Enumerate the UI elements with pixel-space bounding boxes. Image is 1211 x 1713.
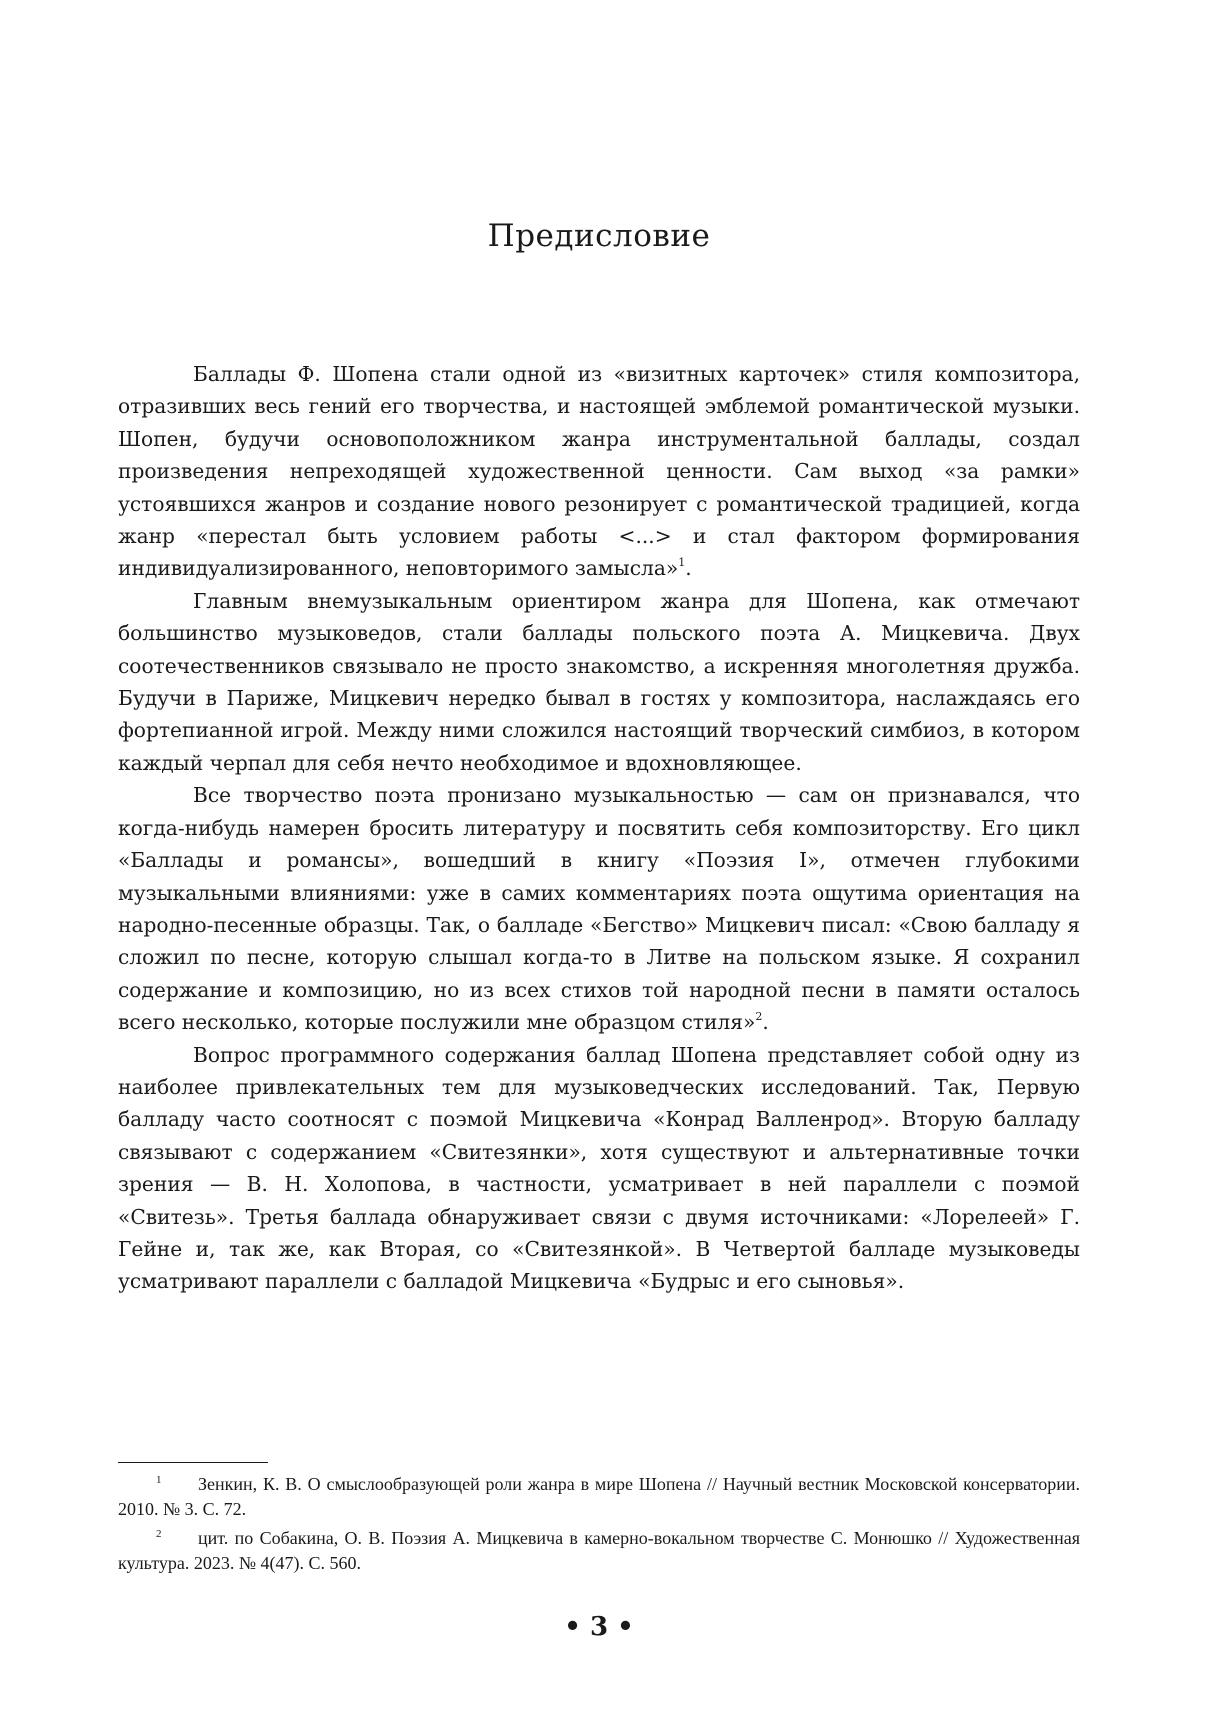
footnote-ref-2: 2 (755, 1010, 763, 1024)
document-page (118, 0, 1080, 1713)
footnote-text: цит. по Собакина, О. В. Поэзия А. Мицкевича в камерно-вокальном творчестве С. Монюшко // Художественная культура. 2023. № 4(47). С. 560. (118, 1528, 1080, 1573)
footnote-2: 2 цит. по Собакина, О. В. Поэзия А. Мицкевича в камерно-вокальном творчестве С. Монюшко // Художественная культура. 2023. № 4(47). С. 560. (118, 1528, 1080, 1573)
paragraph-tail: . (685, 556, 692, 581)
footnote-ref-1: 1 (678, 556, 686, 570)
footnote-divider (118, 1462, 268, 1463)
paragraph-2 (118, 585, 1080, 779)
paragraph-text: Баллады Ф. Шопена стали одной из «визитных карточек» стиля композитора, отразивших весь гений его творчества, и настоящей эмблемой романтической музыки. Шопен, будучи основоположником жанра инструментальной баллады, создал произведения непреходящей художественной ценности. Сам выход «за рамки» устоявшихся жанров и создание нового резонирует с романтической традицией, когда жанр «перестал быть условием работы <...> и стал фактором формирования индивидуализированного, неповторимого замысла» (118, 362, 1080, 581)
body-text (118, 358, 1080, 1298)
paragraph-text: Все творчество поэта пронизано музыкальностью — сам он признавался, что когда-нибудь намерен бросить литературу и посвятить себя композиторству. Его цикл «Баллады и романсы», вошедший в книгу «Поэзия I», отмечен глубокими музыкальными влияниями: уже в самих комментариях поэта ощутима ориентация на народно-песенные образцы. Так, о балладе «Бегство» Мицкевич писал: «Свою балладу я сложил по песне, которую слышал когда-то в Литве на польском языке. Я сохранил содержание и композицию, но из всех стихов той народной песни в памяти осталось всего несколько, которые послужили мне образцом стиля» (118, 783, 1080, 1035)
page-number: • 3 • (564, 1612, 634, 1642)
page-title: Предисловие (487, 218, 711, 254)
paragraph-1 (118, 358, 1080, 585)
footnotes (118, 1472, 1080, 1580)
paragraph-text: Вопрос программного содержания баллад Шопена представляет собой одну из наиболее привлекательных тем для музыковедческих исследований. Так, Первую балладу часто соотносят с поэмой Мицкевича «Конрад Валленрод». Вторую балладу связывают с содержанием «Свитезянки», хотя существуют и альтернативные точки зрения — В. Н. Холопова, в частности, усматривает в ней параллели с поэмой «Свитезь». Третья баллада обнаруживает связи с двумя источниками: «Лорелеей» Г. Гейне и, так же, как Вторая, со «Свитезянкой». В Четвертой балладе музыковеды усматривают параллели с балладой Мицкевича «Будрыс и его сыновья». (118, 1042, 1080, 1294)
paragraph-tail: . (762, 1010, 769, 1035)
paragraph-text: Главным внемузыкальным ориентиром жанра для Шопена, как отмечают большинство музыковедов, стали баллады польского поэта А. Мицкевича. Двух соотечественников связывало не просто знакомство, а искренняя многолетняя дружба. Будучи в Париже, Мицкевич нередко бывал в гостях у композитора, наслаждаясь его фортепианной игрой. Между ними сложился настоящий творческий симбиоз, в котором каждый черпал для себя нечто необходимое и вдохновляющее. (118, 588, 1080, 775)
footnote-text: Зенкин, К. В. О смыслообразующей роли жанра в мире Шопена // Научный вестник Московской консерватории. 2010. № 3. С. 72. (118, 1474, 1080, 1519)
footnote-1: 1 Зенкин, К. В. О смыслообразующей роли жанра в мире Шопена // Научный вестник Московской консерватории. 2010. № 3. С. 72. (118, 1474, 1080, 1519)
paragraph-3 (118, 779, 1080, 1038)
paragraph-4 (118, 1039, 1080, 1298)
